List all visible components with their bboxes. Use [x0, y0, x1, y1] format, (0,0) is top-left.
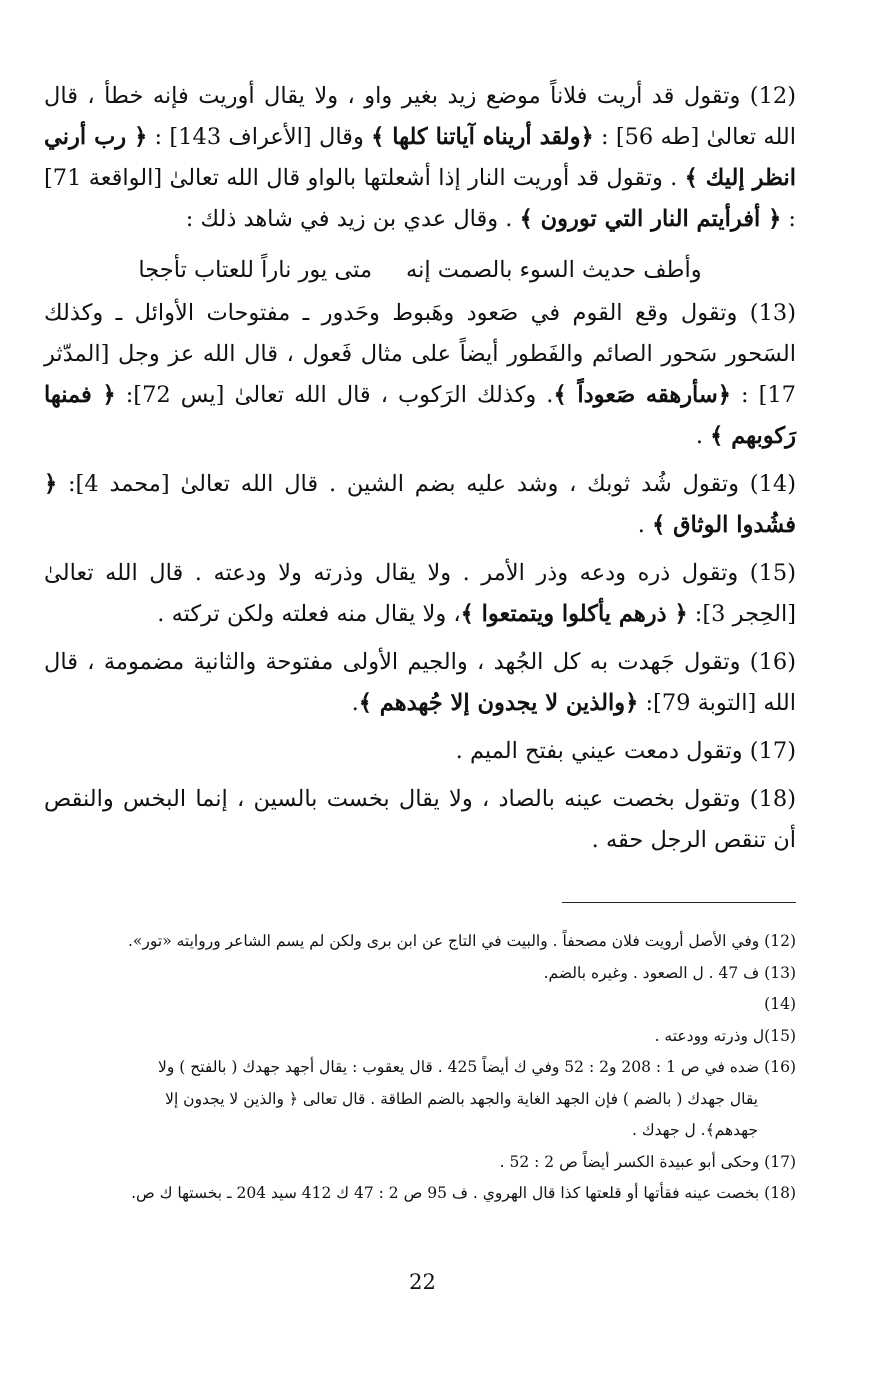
quran-quote: ﴿سأرهقه صَعوداً ﴾: [553, 382, 731, 408]
paragraph-text: . وقال عدي بن زيد في شاهد ذلك :: [185, 206, 520, 232]
quran-quote: ﴿ فمنها رَكوبهم ﴾: [44, 382, 796, 449]
paragraph-12: [44, 76, 796, 240]
paragraph-text: (14) وتقول شُد ثوبك ، وشد عليه بضم الشين . قال الله تعالىٰ [محمد 4]:: [57, 471, 796, 497]
paragraph-text: (13) وتقول وقع القوم في صَعود وهَبوط وحَدور ـ مفتوحات الأوائل ـ وكذلك السَحور سَحور الصائم والفَطور أيضاً على مثال فَعول ، قال الله عز وجل [المدّثر 17] :: [44, 300, 796, 408]
footnote-12: (12) وفي الأصل أرويت فلان مصحفاً . والبيت في التاج عن ابن برى ولكن لم يسم الشاعر وروايته «تور».: [127, 932, 796, 950]
quran-quote: ﴿ فشُدوا الوثاق ﴾: [44, 471, 796, 538]
footnote-13: (13) ف 47 . ل الصعود . وغيره بالضم.: [543, 963, 796, 982]
main-text: [44, 76, 796, 868]
footnote-separator: [562, 902, 796, 903]
paragraph-text: (16) وتقول جَهدت به كل الجُهد ، والجيم الأولى مفتوحة والثانية مضمومة ، قال الله [التوبة 79]:: [44, 649, 796, 716]
footnote-16-continued: يقال جهدك ( بالضم ) فإن الجهد الغاية والجهد بالضم الطاقة . قال تعالى ﴿ والذين لا يجدون إلا: [165, 1089, 758, 1108]
paragraph-18: (18) وتقول بخصت عينه بالصاد ، ولا يقال بخست بالسين ، إنما البخس والنقص أن تنقص الرجل حقه .: [44, 786, 796, 853]
paragraph-text: .: [351, 690, 359, 716]
poetry-verse: [44, 250, 796, 291]
paragraph-13: [44, 293, 796, 457]
paragraph-15: [44, 553, 796, 635]
footnote-16: (16) ضده في ص 1 : 208 و2 : 52 وفي ك أيضاً 425 . قال يعقوب : يقال أجهد جهدك ( بالفتح ) ولا: [157, 1058, 796, 1076]
page-number: 22: [409, 1270, 436, 1294]
paragraph-text: (15) وتقول ذره ودعه وذر الأمر . ولا يقال وذرته ولا ودعته . قال الله تعالىٰ [الحِجر 3]:: [44, 560, 796, 627]
footnote-18: (18) بخصت عينه فقأتها أو قلعتها كذا قال الهروي . ف 95 ص 2 : 47 ك 412 سيد 204 ـ بخستها ك ص.: [131, 1184, 796, 1202]
verse-first-hemistich: وأطف حديث السوء بالصمت إنه: [406, 257, 702, 283]
footnote-17: (17) وحكى أبو عبيدة الكسر أيضاً ص 2 : 52 .: [499, 1152, 796, 1171]
footnote-16-continued: جهدهم﴾. ل جهدك .: [632, 1121, 758, 1139]
footnote-15: (15)ل وذرته وودعته .: [654, 1026, 796, 1045]
paragraph-text: .: [637, 512, 653, 538]
quran-quote: ﴿ ذرهم يأكلوا ويتمتعوا ﴾: [460, 601, 688, 627]
quran-quote: ﴿والذين لا يجدون إلا جُهدهم ﴾: [358, 690, 639, 716]
paragraph-text: .: [695, 423, 711, 449]
footnotes: [44, 926, 796, 1210]
paragraph-text: (12) وتقول قد أريت فلاناً موضع زيد بغير واو ، ولا يقال أوريت فإنه خطأ ، قال الله تعالىٰ [طه 56] :: [44, 83, 797, 150]
footnote-14: (14): [764, 995, 796, 1013]
quran-quote: ﴿ رب أرني انظر إليك ﴾: [44, 124, 796, 191]
paragraph-text: وقال [الأعراف 143] :: [147, 124, 372, 150]
paragraph-text: ، ولا يقال منه فعلته ولكن تركته .: [157, 601, 461, 627]
paragraph-text: . وتقول قد أوريت النار إذا أشعلتها بالواو قال الله تعالىٰ [الواقعة 71] :: [44, 165, 796, 232]
quran-quote: ﴿ أفرأيتم النار التي تورون ﴾: [519, 206, 782, 232]
quran-quote: ﴿ولقد أريناه آياتنا كلها ﴾: [371, 124, 594, 150]
paragraph-17: (17) وتقول دمعت عيني بفتح الميم .: [455, 738, 796, 764]
paragraph-text: . وكذلك الرَكوب ، قال الله تعالىٰ [يس 72]:: [115, 382, 554, 408]
verse-second-hemistich: متى يور ناراً للعتاب تأججا: [138, 257, 373, 283]
paragraph-14: [44, 464, 796, 546]
paragraph-16: [44, 642, 796, 724]
